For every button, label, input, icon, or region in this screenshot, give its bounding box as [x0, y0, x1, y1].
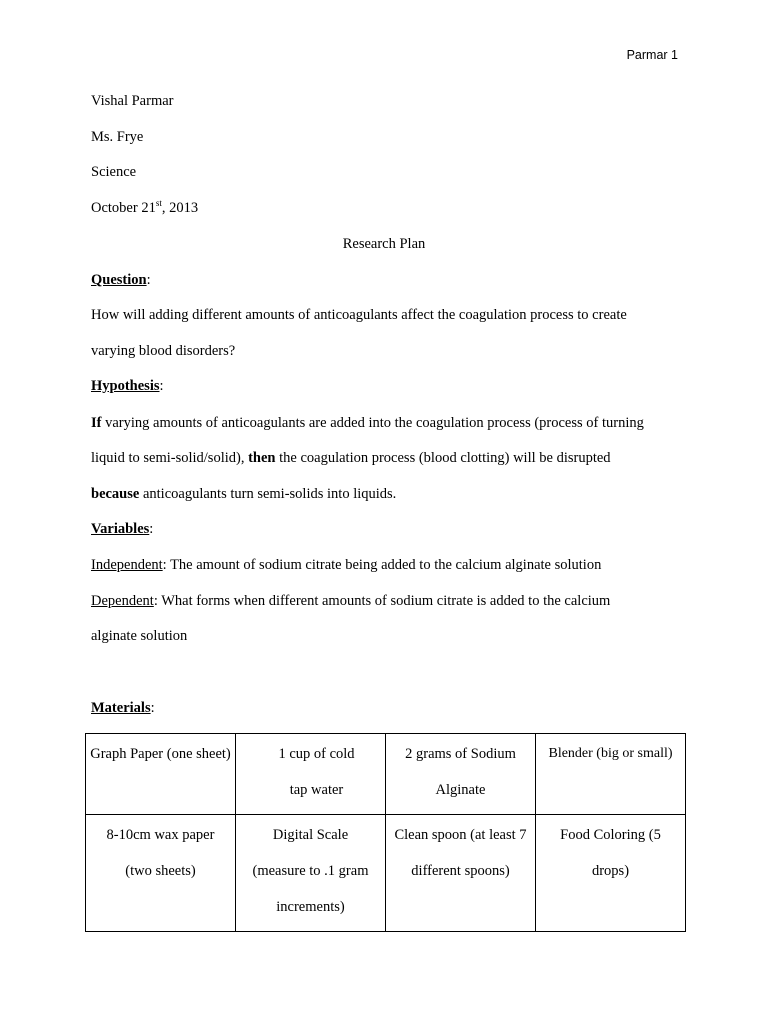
document-title: Research Plan — [342, 236, 426, 252]
hypothesis-then: then — [248, 450, 276, 466]
table-cell: Clean spoon (at least 7 different spoons) — [386, 815, 536, 932]
materials-label: Materials — [91, 700, 151, 716]
materials-colon: : — [150, 700, 155, 716]
question-line-2: varying blood disorders? — [91, 343, 236, 359]
table-cell: 8-10cm wax paper (two sheets) — [86, 815, 236, 932]
table-cell: 2 grams of Sodium Alginate — [386, 734, 536, 815]
hypothesis-l3-rest: anticoagulants turn semi-solids into liquids. — [139, 486, 397, 502]
table-row — [86, 815, 686, 932]
independent-line — [91, 557, 601, 574]
materials-table — [85, 733, 686, 932]
date-sup: st — [155, 198, 162, 209]
hypothesis-label: Hypothesis — [91, 378, 160, 394]
hypothesis-l2-a: liquid to semi-solid/solid), — [91, 450, 249, 466]
variables-label: Variables — [91, 521, 150, 537]
independent-label: Independent — [91, 557, 163, 573]
dependent-text: : What forms when different amounts of sodium citrate is added to the calcium — [153, 593, 611, 609]
table-cell: Graph Paper (one sheet) — [86, 734, 236, 815]
dependent-label: Dependent — [91, 593, 154, 609]
date-main: October 21 — [91, 200, 156, 216]
table-cell: Food Coloring (5 drops) — [536, 815, 686, 932]
question-heading — [91, 272, 151, 289]
table-cell: 1 cup of cold tap water — [236, 734, 386, 815]
hypothesis-line-2 — [91, 450, 611, 467]
running-head: Parmar 1 — [626, 48, 678, 62]
question-colon: : — [146, 272, 151, 288]
materials-heading — [91, 700, 155, 717]
hypothesis-heading — [91, 378, 164, 395]
independent-text: : The amount of sodium citrate being added to the calcium alginate solution — [162, 557, 602, 573]
dependent-line-2: alginate solution — [91, 628, 188, 644]
date-line — [91, 200, 198, 217]
dependent-line — [91, 593, 610, 610]
table-row — [86, 734, 686, 815]
question-line-1: How will adding different amounts of anticoagulants affect the coagulation process to create — [91, 307, 627, 323]
variables-colon: : — [149, 521, 154, 537]
hypothesis-if: If — [91, 415, 102, 431]
hypothesis-colon: : — [159, 378, 164, 394]
teacher-name: Ms. Frye — [91, 129, 144, 145]
table-cell: Digital Scale (measure to .1 gram increments) — [236, 815, 386, 932]
hypothesis-line-1 — [91, 415, 644, 432]
subject-name: Science — [91, 164, 137, 180]
hypothesis-line-3 — [91, 486, 396, 503]
table-cell: Blender (big or small) — [536, 734, 686, 815]
hypothesis-because: because — [91, 486, 140, 502]
student-name: Vishal Parmar — [91, 93, 174, 109]
hypothesis-l1-rest: varying amounts of anticoagulants are added into the coagulation process (process of turning — [101, 415, 644, 431]
question-label: Question — [91, 272, 147, 288]
hypothesis-l2-b: the coagulation process (blood clotting) will be disrupted — [275, 450, 611, 466]
date-year: , 2013 — [161, 200, 199, 216]
variables-heading — [91, 521, 153, 538]
